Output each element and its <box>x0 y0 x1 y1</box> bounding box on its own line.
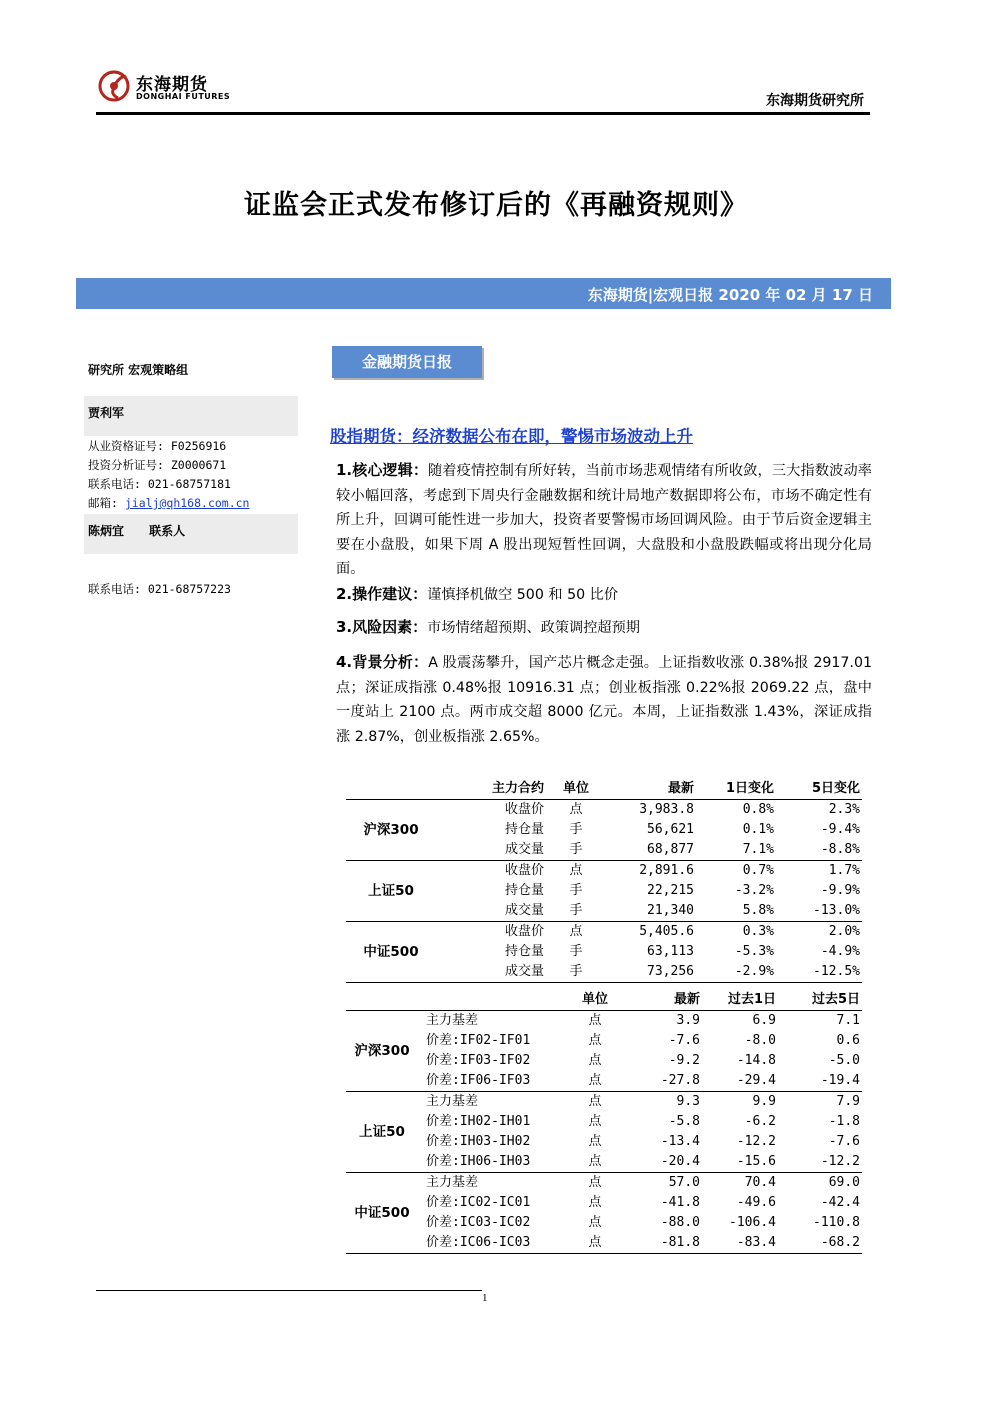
table-cell: 手 <box>546 840 606 861</box>
table-cell: 56,621 <box>647 822 694 837</box>
header-blank <box>346 779 436 800</box>
contract-table-body <box>346 779 862 983</box>
table-cell: 2,891.6 <box>639 863 694 878</box>
table-cell: 点 <box>568 1152 622 1173</box>
table-cell: 手 <box>546 962 606 983</box>
table-cell: 69.0 <box>828 1175 860 1190</box>
section-tag: 金融期货日报 <box>332 346 482 378</box>
analyst-name: 贾利军 <box>88 406 125 420</box>
table-cell: 价差:IF03-IF02 <box>426 1053 531 1068</box>
table-cell: 7.1% <box>696 840 776 861</box>
table-row <box>346 861 862 882</box>
column-header: 过去5日 <box>778 990 862 1011</box>
table-cell: -5.8 <box>668 1114 700 1129</box>
table-cell: 点 <box>588 1215 602 1230</box>
company-logo <box>96 66 236 106</box>
table-row <box>346 922 862 943</box>
analyst-email-line <box>88 495 249 511</box>
table-cell: -7.6 <box>828 1134 860 1149</box>
dragon-logo-icon <box>96 66 132 104</box>
department: 研究所 宏观策略组 <box>88 363 189 377</box>
table-cell: 价差:IF02-IF01 <box>426 1033 531 1048</box>
table-cell: 主力基差 <box>426 1175 479 1190</box>
table-row <box>346 1011 862 1032</box>
column-header: 单位 <box>568 990 622 1011</box>
table-cell: 7.9 <box>836 1094 860 1109</box>
table-cell: -13.0% <box>776 901 862 922</box>
group-label: 上证50 <box>346 861 436 922</box>
table-cell: -1.8 <box>828 1114 860 1129</box>
group-label: 中证500 <box>346 922 436 983</box>
table-row <box>346 1112 862 1132</box>
label-advice: 2.操作建议： <box>336 585 428 603</box>
label-core-logic: 1.核心逻辑： <box>336 461 428 479</box>
table-cell: 点 <box>588 1033 602 1048</box>
table-row <box>346 1152 862 1173</box>
group-label: 沪深300 <box>346 800 436 861</box>
table-cell: 价差:IH06-IH03 <box>418 1152 568 1173</box>
table-cell: 价差:IH03-IH02 <box>426 1134 531 1149</box>
logo-en: DONGHAI FUTURES <box>136 92 231 101</box>
table-cell: 5,405.6 <box>639 924 694 939</box>
table-cell: 主力基差 <box>426 1013 479 1028</box>
table-cell: -5.3% <box>734 944 774 959</box>
basis-table-body <box>346 990 862 1254</box>
email-link[interactable]: jialj@qh168.com.cn <box>124 496 250 510</box>
table-cell: -27.8 <box>622 1071 702 1092</box>
table-cell: -106.4 <box>729 1215 776 1230</box>
paragraph-risk <box>336 615 872 641</box>
table-cell: -29.4 <box>702 1071 778 1092</box>
table-cell: 点 <box>588 1013 602 1028</box>
table-cell: 57.0 <box>668 1175 700 1190</box>
table-cell: -42.4 <box>820 1195 860 1210</box>
analyst-box <box>84 396 298 436</box>
table-cell: 持仓量 <box>504 883 544 898</box>
basis-table <box>346 990 862 1254</box>
table-cell: 点 <box>588 1053 602 1068</box>
header-blank <box>346 990 418 1011</box>
table-cell: -2.9% <box>696 962 776 983</box>
table-cell: -13.4 <box>660 1134 700 1149</box>
table-cell: 2.3% <box>828 802 860 817</box>
table-cell: 1.7% <box>828 863 860 878</box>
table-cell: -15.6 <box>702 1152 778 1173</box>
table-cell: -3.2% <box>734 883 774 898</box>
column-header: 最新 <box>606 779 696 800</box>
banner-text: 东海期货|宏观日报 2020 年 02 月 17 日 <box>587 286 873 304</box>
table-cell: 持仓量 <box>504 822 544 837</box>
column-header: 过去1日 <box>702 990 778 1011</box>
table-cell: 手 <box>569 883 583 898</box>
table-cell: 成交量 <box>436 901 546 922</box>
table-cell: 0.8% <box>742 802 774 817</box>
table-cell: 点 <box>568 1233 622 1254</box>
table-cell: -68.2 <box>778 1233 862 1254</box>
analyst-cert-2: 投资分析证号: Z0000671 <box>88 458 227 472</box>
table-cell: -9.4% <box>820 822 860 837</box>
table-cell: 0.6 <box>836 1033 860 1048</box>
table-row <box>346 1213 862 1233</box>
table-cell: 点 <box>588 1114 602 1129</box>
table-cell: 价差:IC03-IC02 <box>426 1215 531 1230</box>
table-cell: 2.0% <box>828 924 860 939</box>
table-cell: -14.8 <box>736 1053 776 1068</box>
table-cell: -83.4 <box>702 1233 778 1254</box>
page-number: 1 <box>482 1292 488 1304</box>
table-row <box>346 1031 862 1051</box>
label-background: 4.背景分析： <box>336 653 429 671</box>
table-cell: -12.2 <box>736 1134 776 1149</box>
table-row <box>346 1071 862 1092</box>
table-cell: 持仓量 <box>504 944 544 959</box>
table-cell: 手 <box>546 901 606 922</box>
table-row <box>346 1051 862 1071</box>
table-cell: -8.0 <box>744 1033 776 1048</box>
column-header: 最新 <box>622 990 702 1011</box>
document-title: 证监会正式发布修订后的《再融资规则》 <box>244 190 748 221</box>
table-cell: 0.7% <box>742 863 774 878</box>
table-row <box>346 1193 862 1213</box>
table-cell: 3,983.8 <box>639 802 694 817</box>
text-risk: 市场情绪超预期、政策调控超预期 <box>427 620 640 636</box>
table-cell: -19.4 <box>778 1071 862 1092</box>
table-cell: 主力基差 <box>426 1094 479 1109</box>
header-rule <box>96 112 870 115</box>
column-header: 5日变化 <box>776 779 862 800</box>
table-cell: 70.4 <box>744 1175 776 1190</box>
table-cell: 点 <box>588 1134 602 1149</box>
section-subhead[interactable]: 股指期货：经济数据公布在即，警惕市场波动上升 <box>330 427 693 446</box>
table-cell: -41.8 <box>660 1195 700 1210</box>
table-cell: 0.3% <box>742 924 774 939</box>
table-header-row <box>346 990 862 1011</box>
report-banner <box>76 278 891 309</box>
table-cell: 点 <box>588 1195 602 1210</box>
text-advice: 谨慎择机做空 500 和 50 比价 <box>427 587 619 603</box>
table-cell: 3.9 <box>676 1013 700 1028</box>
table-cell: 收盘价 <box>504 924 544 939</box>
footer-rule <box>96 1290 482 1291</box>
table-cell: 价差:IF06-IF03 <box>418 1071 568 1092</box>
table-cell: 手 <box>569 944 583 959</box>
table-cell: 点 <box>569 924 583 939</box>
table-cell: 9.9 <box>752 1094 776 1109</box>
table-cell: -110.8 <box>813 1215 860 1230</box>
table-cell: 价差:IC06-IC03 <box>418 1233 568 1254</box>
table-cell: 收盘价 <box>504 863 544 878</box>
table-cell: 9.3 <box>676 1094 700 1109</box>
table-cell: 7.1 <box>836 1013 860 1028</box>
table-cell: -20.4 <box>622 1152 702 1173</box>
table-cell: -81.8 <box>622 1233 702 1254</box>
table-cell: 价差:IH02-IH01 <box>426 1114 531 1129</box>
institute-name: 东海期货研究所 <box>766 93 864 109</box>
analyst-cert-1: 从业资格证号: F0256916 <box>88 439 227 453</box>
group-label: 中证500 <box>346 1173 418 1254</box>
contact-box <box>84 514 298 554</box>
table-cell: 收盘价 <box>504 802 544 817</box>
table-cell: -6.2 <box>744 1114 776 1129</box>
analyst-phone: 联系电话: 021-68757181 <box>88 477 231 491</box>
table-header-row <box>346 779 862 800</box>
table-cell: 成交量 <box>436 962 546 983</box>
table-cell: -9.2 <box>668 1053 700 1068</box>
table-cell: 73,256 <box>606 962 696 983</box>
column-header: 主力合约 <box>436 779 546 800</box>
text-core-logic: 随着疫情控制有所好转，当前市场悲观情绪有所收敛，三大指数波动率较小幅回落，考虑到下周央行金融数据和统计局地产数据即将公布，市场不确定性有所上升，回调可能性进一步加大，投资者要警惕市场回调风险。由于节后资金逻辑主要在小盘股，如果下周 A 股出现短暂性回调，大盘股和小盘股跌幅或将出现分化局面。 <box>336 463 872 577</box>
table-row <box>346 1132 862 1152</box>
column-header: 1日变化 <box>696 779 776 800</box>
table-cell: -7.6 <box>668 1033 700 1048</box>
table-cell: -5.0 <box>828 1053 860 1068</box>
table-cell: 21,340 <box>606 901 696 922</box>
label-risk: 3.风险因素： <box>336 618 428 636</box>
text-background: A 股震荡攀升，国产芯片概念走强。上证指数收涨 0.38%报 2917.01 点；深证成指涨 0.48%报 10916.31 点；创业板指涨 0.22%报 2069.22 点，盘中一度站上 2100 点。两市成交超 8000 亿元。本周，上证指数涨 1.43%，深证成指涨 2.87%，创业板指涨 2.65%。 <box>336 655 872 745</box>
paragraph-advice <box>336 582 872 608</box>
table-cell: 成交量 <box>436 840 546 861</box>
group-label: 沪深300 <box>346 1011 418 1092</box>
table-cell: -9.9% <box>820 883 860 898</box>
table-cell: -49.6 <box>736 1195 776 1210</box>
table-cell: -12.5% <box>776 962 862 983</box>
table-cell: -4.9% <box>820 944 860 959</box>
paragraph-background <box>336 650 872 749</box>
header-blank <box>418 990 568 1011</box>
table-cell: 22,215 <box>647 883 694 898</box>
contact-name: 陈炳宜 联系人 <box>88 524 186 538</box>
table-row <box>346 1173 862 1194</box>
table-cell: 5.8% <box>696 901 776 922</box>
table-cell: 价差:IC02-IC01 <box>426 1195 531 1210</box>
email-label: 邮箱: <box>88 496 125 510</box>
table-cell: 68,877 <box>606 840 696 861</box>
column-header: 单位 <box>546 779 606 800</box>
table-cell: 63,113 <box>647 944 694 959</box>
group-label: 上证50 <box>346 1092 418 1173</box>
table-cell: 手 <box>569 822 583 837</box>
logo-cn: 东海期货 <box>136 75 208 95</box>
table-cell: 点 <box>588 1175 602 1190</box>
table-cell: -88.0 <box>660 1215 700 1230</box>
table-cell: -8.8% <box>776 840 862 861</box>
table-cell: 点 <box>568 1071 622 1092</box>
table-cell: 点 <box>588 1094 602 1109</box>
table-cell: 点 <box>569 863 583 878</box>
table-cell: 6.9 <box>752 1013 776 1028</box>
table-cell: -12.2 <box>778 1152 862 1173</box>
table-row <box>346 800 862 821</box>
table-row <box>346 1092 862 1113</box>
table-cell: 点 <box>569 802 583 817</box>
table-row <box>346 1233 862 1254</box>
table-cell: 0.1% <box>742 822 774 837</box>
contract-table <box>346 779 862 983</box>
contact-phone: 联系电话: 021-68757223 <box>88 582 231 596</box>
paragraph-core-logic <box>336 458 872 582</box>
